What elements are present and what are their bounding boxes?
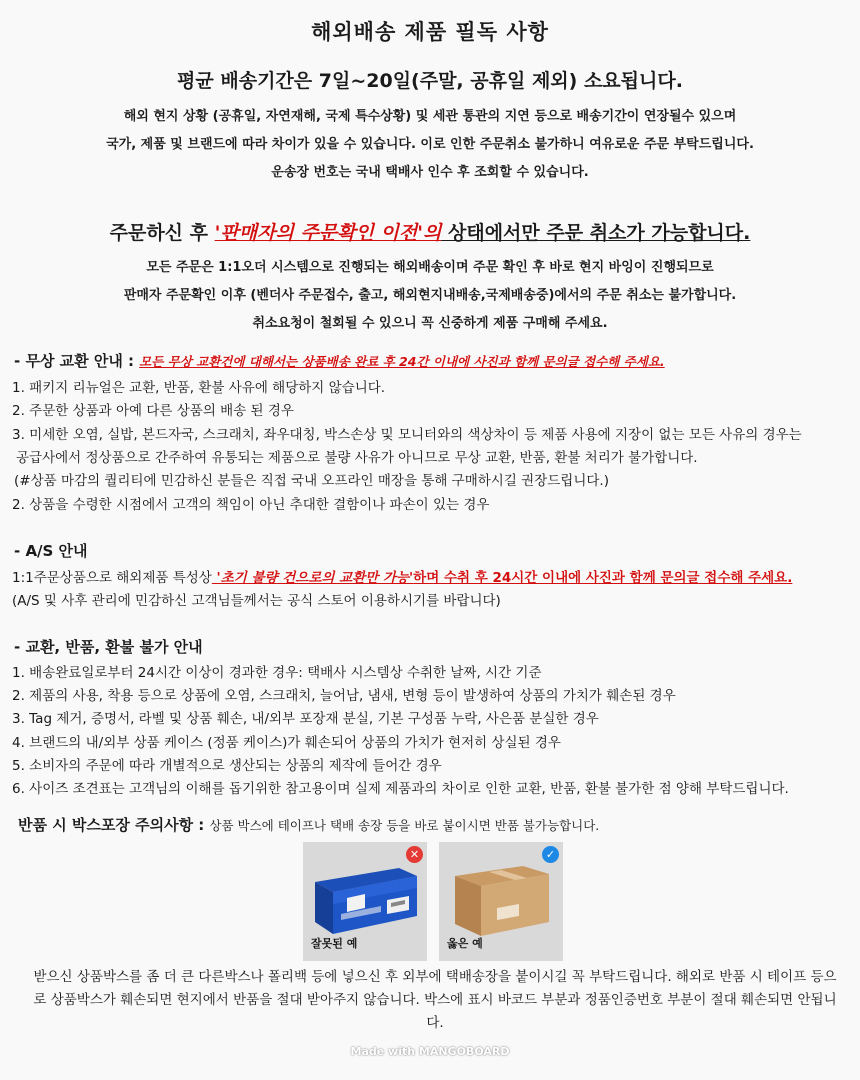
exchange-heading: - 무상 교환 안내 :: [14, 352, 135, 370]
as-heading: - A/S 안내: [14, 542, 88, 560]
shipping-headline: 평균 배송기간은 7일~20일(주말, 공휴일 제외) 소요됩니다.: [177, 70, 683, 92]
noreturn-item: 4. 브랜드의 내/외부 상품 케이스 (정품 케이스)가 훼손되어 상품의 가치가 현저히 상실된 경우: [12, 735, 561, 751]
wrong-example-label: 잘못된 예: [311, 937, 358, 950]
shipping-line: 해외 현지 상황 (공휴일, 자연재해, 국제 특수상황) 및 세관 통관의 지연 등으로 배송기간이 연장될수 있으며: [123, 109, 737, 124]
exchange-item: (#상품 마감의 퀄리티에 민감하신 분들은 직접 국내 오프라인 매장을 통해 구매하시길 권장드립니다.): [14, 473, 609, 489]
cancel-line: 판매자 주문확인 이후 (벤더사 주문접수, 출고, 해외현지내배송,국제배송중)에서의 주문 취소는 불가합니다.: [123, 288, 737, 303]
noreturn-item: 3. Tag 제거, 증명서, 라벨 및 상품 훼손, 내/외부 포장재 분실, 기본 구성품 누락, 사은품 분실한 경우: [12, 711, 599, 727]
cancel-headline: [0, 218, 860, 245]
wrong-example-image: [303, 842, 427, 961]
exchange-notice: 모든 무상 교환건에 대해서는 상품배송 완료 후 24간 이내에 사진과 함께 문의글 접수해 주세요.: [139, 354, 665, 369]
exchange-item: 1. 패키지 리뉴얼은 교환, 반품, 환불 사유에 해당하지 않습니다.: [12, 380, 386, 396]
packaging-row: [18, 814, 599, 835]
as-note: (A/S 및 사후 관리에 민감하신 고객님들께서는 공식 스토어 이용하시기를 바랍니다): [12, 593, 501, 609]
noreturn-item: 5. 소비자의 주문에 따라 개별적으로 생산되는 상품의 제작에 들어간 경우: [12, 758, 442, 774]
exchange-item: 공급사에서 정상품으로 간주하여 유통되는 제품으로 불량 사유가 아니므로 무상 교환, 반품, 환불 처리가 불가합니다.: [16, 450, 698, 466]
packaging-heading: 반품 시 박스포장 주의사항 :: [18, 816, 205, 834]
noreturn-item: 6. 사이즈 조견표는 고객님의 이해를 돕기위한 참고용이며 실제 제품과의 차이로 인한 교환, 반품, 환불 불가한 점 양해 부탁드립니다.: [12, 781, 789, 797]
shipping-line: 국가, 제품 및 브랜드에 따라 차이가 있을 수 있습니다. 이로 인한 주문취소 불가하니 여유로운 주문 부탁드립니다.: [106, 137, 754, 152]
noreturn-item: 1. 배송완료일로부터 24시간 이상이 경과한 경우: 택배사 시스템상 수취한 날짜, 시간 기준: [12, 665, 542, 681]
watermark: Made with MANGOBOARD: [350, 1045, 510, 1058]
cancel-prefix: 주문하신 후: [109, 222, 215, 244]
cancel-line: 취소요청이 철회될 수 있으니 꼭 신중하게 제품 구매해 주세요.: [252, 316, 608, 331]
as-line: [12, 566, 792, 586]
exchange-item: 2. 주문한 상품과 아예 다른 상품의 배송 된 경우: [12, 403, 294, 419]
right-example-label: 옳은 예: [447, 937, 483, 950]
cancel-line: 모든 주문은 1:1오더 시스템으로 진행되는 해외배송이며 주문 확인 후 바로 현지 바잉이 진행되므로: [146, 260, 714, 275]
as-prefix: 1:1주문상품으로 해외제품 특성상: [12, 570, 212, 586]
right-example-image: [439, 842, 563, 961]
packaging-footer: 받으신 상품박스를 좀 더 큰 다른박스나 폴리백 등에 넣으신 후 외부에 택배송장을 붙이시길 꼭 부탁드립니다. 해외로 반품 시 테이프 등으로 상품박스가 훼손되면 현지에서 반품을 절대 받아주지 않습니다. 박스에 표시 바코드 부분과 정품인증번호 부분이 절대 훼손되면 안됩니다.: [33, 969, 837, 1031]
page-title: 해외배송 제품 필독 사항: [311, 20, 549, 44]
as-highlight: '초기 불량 건으로의 교환만 가능': [211, 570, 414, 586]
as-suffix: 하며 수취 후 24시간 이내에 사진과 함께 문의글 접수해 주세요.: [413, 570, 793, 586]
shipping-line: 운송장 번호는 국내 택배사 인수 후 조회할 수 있습니다.: [271, 165, 589, 180]
noreturn-item: 2. 제품의 사용, 착용 등으로 상품에 오염, 스크래치, 늘어남, 냄새, 변형 등이 발생하여 상품의 가치가 훼손된 경우: [12, 688, 676, 704]
cancel-highlight: '판매자의 주문확인 이전'의: [214, 222, 442, 244]
exchange-item: 3. 미세한 오염, 실밥, 본드자국, 스크래치, 좌우대칭, 박스손상 및 모니터와의 색상차이 등 제품 사용에 지장이 없는 모든 사유의 경우는: [12, 427, 802, 443]
packaging-note: 상품 박스에 테이프나 택배 송장 등을 바로 붙이시면 반품 불가능합니다.: [209, 818, 600, 833]
exchange-item: 2. 상품을 수령한 시점에서 고객의 책임이 아닌 추대한 결함이나 파손이 있는 경우: [12, 497, 490, 513]
right-badge-icon: ✓: [542, 846, 559, 863]
noreturn-heading: - 교환, 반품, 환불 불가 안내: [14, 638, 203, 656]
exchange-section: [14, 350, 665, 371]
wrong-badge-icon: ✕: [406, 846, 423, 863]
cancel-suffix: 상태에서만 주문 취소가 가능합니다.: [441, 222, 751, 244]
